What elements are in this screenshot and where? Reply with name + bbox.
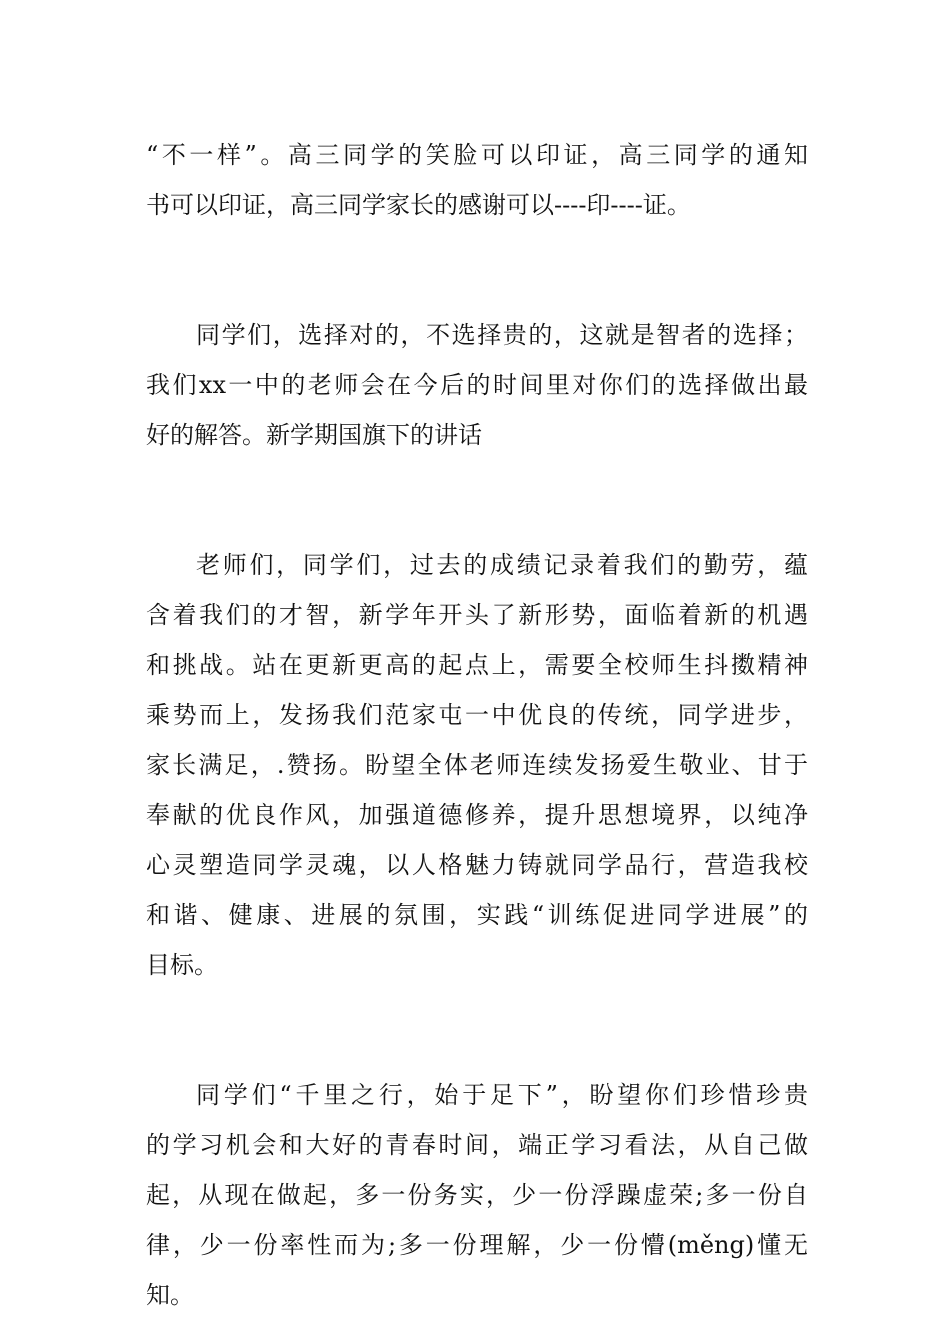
- paragraph-2: [146, 310, 808, 460]
- paragraph-line: 知。: [146, 1281, 194, 1309]
- paragraph-line: 起，从现在做起，多一份务实，少一份浮躁虚荣;多一份自: [146, 1181, 808, 1209]
- paragraph-line: 和挑战。站在更新更高的起点上，需要全校师生抖擞精神: [146, 651, 808, 679]
- paragraph-1: [146, 130, 808, 230]
- paragraph-spacer: [146, 460, 808, 540]
- paragraph-line: 同学们，选择对的，不选择贵的，这就是智者的选择；: [196, 321, 808, 349]
- paragraph-line: 奉献的优良作风，加强道德修养，提升思想境界，以纯净: [146, 801, 808, 829]
- paragraph-line: “不一样”。高三同学的笑脸可以印证，高三同学的通知: [146, 141, 808, 169]
- paragraph-line: 的学习机会和大好的青春时间，端正学习看法，从自己做: [146, 1131, 808, 1159]
- paragraph-line: 乘势而上，发扬我们范家屯一中优良的传统，同学进步，: [146, 701, 808, 729]
- paragraph-line: 目标。: [146, 951, 218, 979]
- paragraph-line: 好的解答。新学期国旗下的讲话: [146, 421, 482, 449]
- paragraph-line: 家长满足，.赞扬。盼望全体老师连续发扬爱生敬业、甘于: [146, 751, 808, 779]
- paragraph-spacer: [146, 230, 808, 310]
- paragraph-line: 书可以印证，高三同学家长的感谢可以----印----证。: [146, 191, 691, 219]
- paragraph-line: 心灵塑造同学灵魂，以人格魅力铸就同学品行，营造我校: [146, 851, 808, 879]
- paragraph-line: 同学们“千里之行，始于足下”，盼望你们珍惜珍贵: [196, 1081, 808, 1109]
- paragraph-line: 律，少一份率性而为;多一份理解，少一份懵(měng)懂无: [146, 1231, 808, 1259]
- paragraph-spacer: [146, 990, 808, 1070]
- paragraph-line: 和谐、健康、进展的氛围，实践“训练促进同学进展”的: [146, 901, 808, 929]
- paragraph-4: [146, 1070, 808, 1320]
- paragraph-3: [146, 540, 808, 990]
- paragraph-line: 我们xx一中的老师会在今后的时间里对你们的选择做出最: [146, 371, 808, 399]
- paragraph-line: 含着我们的才智，新学年开头了新形势，面临着新的机遇: [146, 601, 808, 629]
- paragraph-line: 老师们，同学们，过去的成绩记录着我们的勤劳，蕴: [196, 551, 808, 579]
- document-body: [146, 130, 808, 1320]
